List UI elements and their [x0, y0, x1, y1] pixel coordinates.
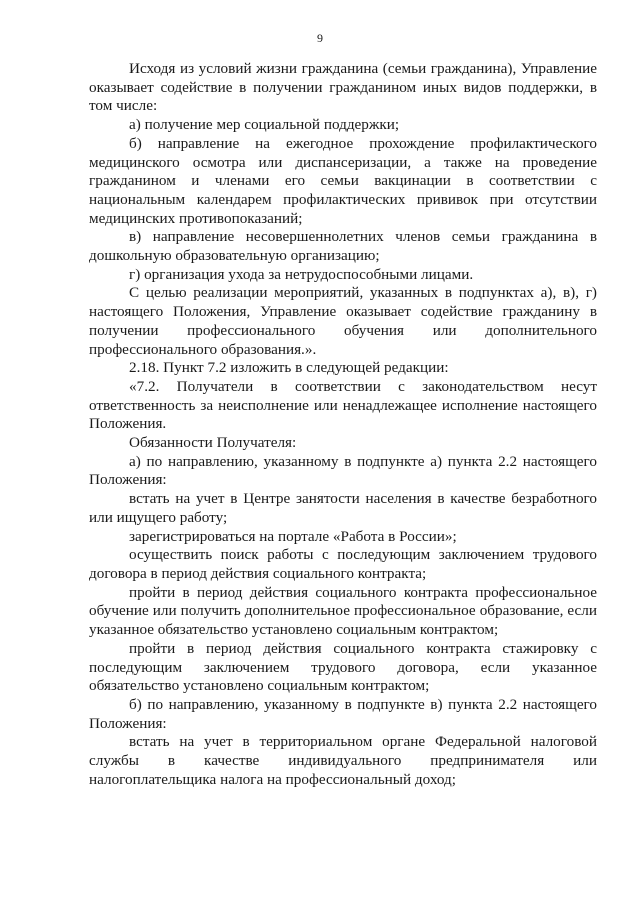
paragraph: «7.2. Получатели в соответствии с законодательством несут ответственность за неисполнение или ненадлежащее исполнение настоящего Положения.: [89, 377, 597, 433]
list-item-v: в) направление несовершеннолетних членов семьи гражданина в дошкольную образовательную организацию;: [89, 228, 597, 265]
list-item-a: а) получение мер социальной поддержки;: [129, 116, 400, 134]
paragraph: С целью реализации мероприятий, указанных в подпунктах а), в), г) настоящего Положения, Управление оказывает содействие гражданину в получении профессионального обучения или дополнительного профессионального образования.».: [89, 284, 597, 358]
section-heading: 2.18. Пункт 7.2 изложить в следующей редакции:: [129, 359, 449, 377]
list-item-g: г) организация ухода за нетрудоспособными лицами.: [129, 265, 474, 283]
paragraph: Обязанности Получателя:: [129, 434, 297, 452]
paragraph: встать на учет в Центре занятости населения в качестве безработного или ищущего работу;: [89, 490, 597, 526]
document-body: [89, 60, 597, 789]
list-item-a: а) по направлению, указанному в подпункте а) пункта 2.2 настоящего Положения:: [89, 452, 597, 489]
list-item-b: б) направление на ежегодное прохождение профилактического медицинского осмотра или диспансеризации, а также на проведение гражданином и членами его семьи вакцинации в соответствии с национальным календарем профилактических прививок при отсутствии медицинских противопоказаний;: [89, 134, 597, 227]
paragraph: встать на учет в территориальном органе Федеральной налоговой службы в качестве индивидуального предпринимателя или налогоплательщика налога на профессиональный доход;: [89, 733, 597, 788]
paragraph: пройти в период действия социального контракта стажировку с последующим заключением трудового договора, если указанное обязательство установлено социальным контрактом;: [89, 639, 597, 695]
paragraph: Исходя из условий жизни гражданина (семьи гражданина), Управление оказывает содействие в получении гражданином иных видов поддержки, в том числе:: [89, 60, 597, 115]
page-number: 9: [317, 31, 323, 45]
paragraph: зарегистрироваться на портале «Работа в России»;: [129, 527, 457, 545]
paragraph: осуществить поиск работы с последующим заключением трудового договора в период действия социального контракта;: [89, 546, 597, 582]
paragraph: пройти в период действия социального контракта профессиональное обучение или получить дополнительное профессиональное образование, если указанное обязательство установлено социальным контрактом;: [89, 583, 597, 639]
list-item-b: б) по направлению, указанному в подпункте в) пункта 2.2 настоящего Положения:: [89, 695, 597, 732]
